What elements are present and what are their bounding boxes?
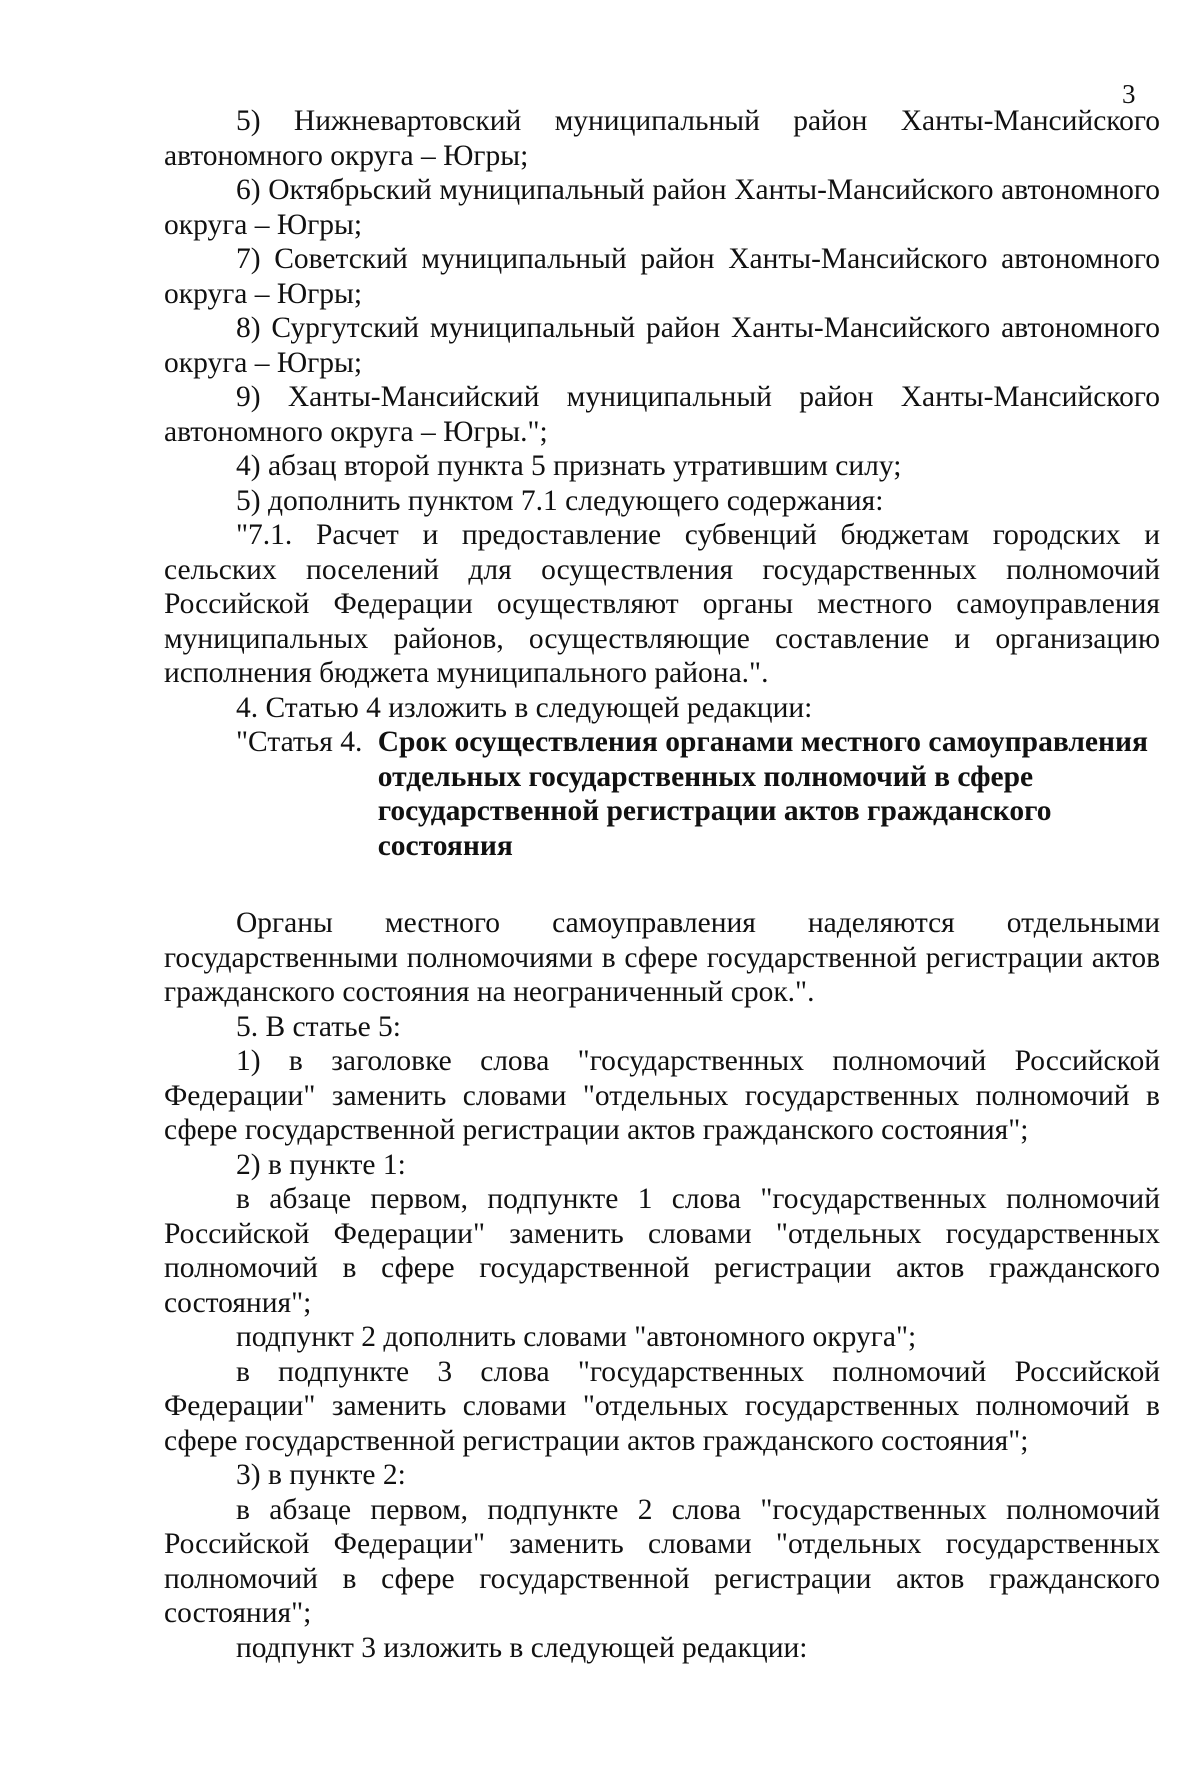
paragraph-item-3-sub-1: в абзаце первом, подпункте 2 слова "государственных полномочий Российской Федерации" заменить словами "отдельных государственных полномочий в сфере государственной регистрации актов гражданского состояния";: [164, 1493, 1160, 1629]
article-heading: [164, 725, 1160, 863]
paragraph-item-3-sub-2: подпункт 3 изложить в следующей редакции:: [236, 1631, 808, 1664]
paragraph-article-5-item-3: 3) в пункте 2:: [236, 1459, 406, 1491]
paragraph-item-6: 6) Октябрьский муниципальный район Ханты-Мансийского автономного округа – Югры;: [164, 174, 1160, 241]
paragraph-item-2-sub-2: подпункт 2 дополнить словами "автономного округа";: [236, 1321, 917, 1353]
paragraph-item-2-sub-1: в абзаце первом, подпункте 1 слова "государственных полномочий Российской Федерации" заменить словами "отдельных государственных полномочий в сфере государственной регистрации актов гражданского состояния";: [164, 1183, 1160, 1319]
paragraph-item-9: 9) Ханты-Мансийский муниципальный район Ханты-Мансийского автономного округа – Югры.";: [164, 381, 1160, 448]
paragraph-point-7-1: "7.1. Расчет и предоставление субвенций бюджетам городских и сельских поселений для осуществления государственных полномочий Российской Федерации осуществляют органы местного самоуправления муниципальных районов, осуществляющие составление и организацию исполнения бюджета муниципального района.".: [164, 519, 1160, 689]
document-body: [164, 104, 1160, 1665]
spacer: [164, 863, 1160, 906]
paragraph-item-7: 7) Советский муниципальный район Ханты-Мансийского автономного округа – Югры;: [164, 243, 1160, 310]
article-number: "Статья 4.: [236, 726, 370, 758]
paragraph-article-5-instruction: 5. В статье 5:: [236, 1010, 401, 1043]
paragraph-item-5: 5) Нижневартовский муниципальный район Ханты-Мансийского автономного округа – Югры;: [164, 105, 1160, 172]
paragraph-item-8: 8) Сургутский муниципальный район Ханты-Мансийского автономного округа – Югры;: [164, 312, 1160, 379]
paragraph-amend-5: 5) дополнить пунктом 7.1 следующего содержания:: [236, 484, 884, 517]
paragraph-article-4-body: Органы местного самоуправления наделяются отдельными государственными полномочиями в сфере государственной регистрации актов гражданского состояния на неограниченный срок.".: [164, 907, 1160, 1008]
paragraph-item-2-sub-3: в подпункте 3 слова "государственных полномочий Российской Федерации" заменить словами "отдельных государственных полномочий в сфере государственной регистрации актов гражданского состояния";: [164, 1355, 1160, 1457]
page-number: 3: [1122, 79, 1136, 109]
paragraph-article-5-item-2: 2) в пункте 1:: [236, 1148, 406, 1181]
paragraph-article-5-item-1: 1) в заголовке слова "государственных полномочий Российской Федерации" заменить словами "отдельных государственных полномочий в сфере государственной регистрации актов гражданского состояния";: [164, 1045, 1160, 1146]
paragraph-amend-4: 4) абзац второй пункта 5 признать утратившим силу;: [236, 450, 902, 482]
paragraph-article-4-instruction: 4. Статью 4 изложить в следующей редакции:: [236, 691, 813, 724]
article-title: Срок осуществления органами местного самоуправления отдельных государственных полномочий в сфере государственной регистрации актов гражданского состояния: [377, 726, 1148, 862]
